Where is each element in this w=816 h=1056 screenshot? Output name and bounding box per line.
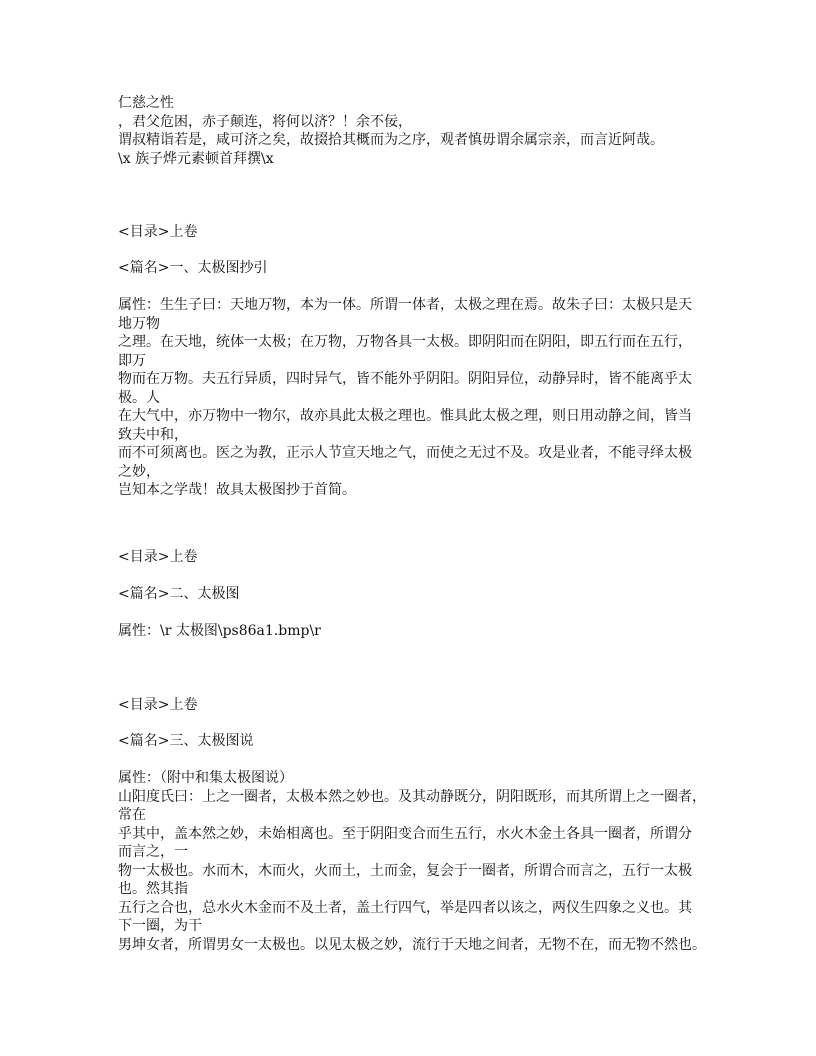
section-2-title: <篇名>二、太极图	[118, 586, 240, 602]
section-2-catalog: <目录>上卷	[118, 549, 198, 565]
body-line: 山阳度氏曰：上之一圈者，太极本然之妙也。及其动静既分，阴阳既形，而其所谓上之一圈者，	[118, 788, 706, 805]
body-line: 之理。在天地，统体一太极；在万物，万物各具一太极。即阴阳而在阴阳，即五行而在五行，	[118, 334, 692, 350]
body-line: 常在	[118, 807, 146, 823]
body-line: 物而在万物。夫五行异质，四时异气，皆不能外乎阴阳。阴阳异位，动静异时，皆不能离乎太	[118, 371, 692, 387]
body-line: 五行之合也，总水火木金而不及土者，盖土行四气，举是四者以该之，两仪生四象之义也。其	[118, 899, 692, 916]
preface-line: \x 族子烨元素顿首拜撰\x	[118, 150, 274, 167]
body-line: 物一太极也。水而木，木而火，火而土，土而金，复会于一圈者，所谓合而言之，五行一太极	[118, 862, 692, 879]
preface	[118, 94, 664, 168]
body-line: 致夫中和，	[118, 426, 188, 443]
section-1-body	[118, 296, 692, 500]
body-line: 地万物	[118, 315, 160, 332]
body-line: 而言之，一	[118, 844, 188, 860]
body-line: 而不可须离也。医之为教，正示人节宣天地之气，而使之无过不及。攻是业者，不能寻绎太极	[118, 445, 692, 461]
section-2-body	[118, 622, 321, 641]
body-line: 即万	[118, 352, 146, 369]
body-line: 极。人	[118, 389, 160, 406]
body-line: 也。然其指	[118, 881, 188, 897]
preface-line: 谓叔精诣若是，咸可济之矣，故掇拾其概而为之序，观者慎毋谓余属宗亲，而言近阿哉。	[118, 132, 664, 148]
body-line: 之妙，	[118, 463, 160, 480]
body-line: 属性：\r 太极图\ps86a1.bmp\r	[118, 623, 321, 639]
body-line: 乎其中，盖本然之妙，未始相离也。至于阴阳变合而生五行，水火木金土各具一圈者，所谓分	[118, 825, 692, 842]
body-line: 下一圈，为干	[118, 918, 202, 934]
section-1-catalog: <目录>上卷	[118, 224, 198, 240]
body-line: 男坤女者，所谓男女一太极也。以见太极之妙，流行于天地之间者，无物不在，而无物不然也。	[118, 936, 706, 953]
body-line: 属性：（附中和集太极图说）	[118, 770, 293, 786]
preface-line: 仁慈之性	[118, 95, 174, 111]
section-3-title: <篇名>三、太极图说	[118, 733, 254, 749]
section-1-title: <篇名>一、太极图抄引	[118, 260, 268, 276]
section-3-body	[118, 769, 706, 954]
preface-line: ，君父危困，赤子颠连，将何以济？！余不佞，	[118, 113, 412, 130]
body-line: 在大气中，亦万物中一物尔，故亦具此太极之理也。惟具此太极之理，则日用动静之间，皆当	[118, 408, 692, 424]
body-line: 属性：生生子曰：天地万物，本为一体。所谓一体者，太极之理在焉。故朱子曰：太极只是天	[118, 297, 692, 313]
body-line: 岂知本之学哉！故具太极图抄于首简。	[118, 482, 356, 498]
section-3-catalog: <目录>上卷	[118, 697, 198, 713]
